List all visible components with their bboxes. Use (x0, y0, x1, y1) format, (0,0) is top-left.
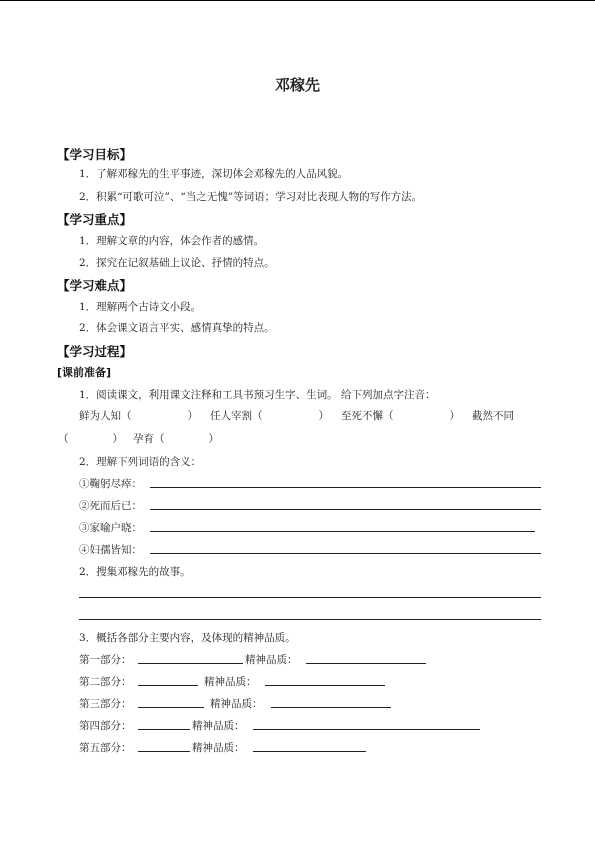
pinyin-row-2 (58, 431, 219, 446)
paren-open: （ (58, 433, 69, 445)
word-zhisibuxie: 至死不懈（ (341, 410, 394, 422)
part-1-label: 第一部分： (79, 654, 132, 666)
prep-heading: [课前准备] (57, 366, 112, 379)
difficulty-item-1: 1．理解两个古诗文小段。 (79, 301, 202, 313)
pinyin-row-1 (79, 408, 514, 423)
word-jieranbutong: 截然不同 (472, 410, 514, 422)
term-2-blank[interactable] (150, 509, 541, 510)
question-1: 1．阅读课文，利用课文注释和工具书预习生字、生词。 给下列加点字注音： (79, 389, 436, 401)
term-4-blank[interactable] (150, 553, 541, 554)
paren-close: ） (112, 433, 123, 445)
part-3-quality-label: 精神品质： (210, 698, 263, 710)
paren-close: ） (208, 433, 219, 445)
goal-item-1: 1．了解邓稼先的生平事迹，深切体会邓稼先的人品风貌。 (79, 168, 349, 180)
part-5-quality-label: 精神品质： (192, 742, 245, 754)
paren-close: ） (187, 410, 198, 422)
part-4-content-blank[interactable] (138, 729, 190, 730)
word-renrenzaige: 任人宰割（ (210, 410, 263, 422)
part-2-content-blank[interactable] (138, 685, 198, 686)
term-2-label: ②死而后已： (79, 500, 142, 512)
page-title: 邓稼先 (274, 76, 320, 94)
top-border-line (0, 0, 595, 1)
part-1-quality-blank[interactable] (306, 663, 426, 664)
word-yunyu: 孕育（ (133, 433, 165, 445)
part-1-content-blank[interactable] (138, 663, 243, 664)
part-2-label: 第二部分： (79, 676, 132, 688)
difficulty-item-2: 2．体会课文语言平实、感情真挚的特点。 (79, 322, 275, 334)
section-heading-process: 【学习过程】 (57, 344, 133, 359)
term-3-label: ③家喻户晓： (79, 522, 142, 534)
term-1-label: ①鞠躬尽瘁： (79, 478, 142, 490)
part-1-quality-label: 精神品质： (245, 654, 298, 666)
part-2-quality-label: 精神品质： (204, 676, 257, 688)
key-point-item-1: 1．理解文章的内容，体会作者的感情。 (79, 235, 265, 247)
term-4-label: ④妇孺皆知： (79, 544, 142, 556)
question-2: 2．理解下列词语的含义： (79, 456, 202, 468)
story-blank-2[interactable] (79, 619, 541, 620)
part-5-content-blank[interactable] (138, 751, 190, 752)
part-4-label: 第四部分： (79, 720, 132, 732)
section-heading-goals: 【学习目标】 (57, 147, 133, 162)
paren-close: ） (449, 410, 460, 422)
section-heading-difficulties: 【学习难点】 (57, 278, 133, 293)
paren-close: ） (318, 410, 329, 422)
word-xianweirenzhi: 鲜为人知（ (79, 410, 132, 422)
question-4: 3．概括各部分主要内容，及体现的精神品质。 (79, 632, 296, 644)
question-3: 2．搜集邓稼先的故事。 (79, 566, 191, 578)
part-4-quality-label: 精神品质： (192, 720, 245, 732)
part-4-quality-blank[interactable] (253, 729, 480, 730)
part-5-label: 第五部分： (79, 742, 132, 754)
part-3-quality-blank[interactable] (271, 707, 391, 708)
part-2-quality-blank[interactable] (265, 685, 385, 686)
part-3-label: 第三部分： (79, 698, 132, 710)
term-1-blank[interactable] (150, 487, 541, 488)
part-3-content-blank[interactable] (138, 707, 204, 708)
term-3-blank[interactable] (150, 531, 535, 532)
part-5-quality-blank[interactable] (253, 751, 366, 752)
goal-item-2: 2．积累“可歌可泣”、“当之无愧”等词语；学习对比表现人物的写作方法。 (79, 191, 423, 203)
story-blank-1[interactable] (79, 597, 541, 598)
section-heading-key-points: 【学习重点】 (57, 212, 133, 227)
key-point-item-2: 2．探究在记叙基础上议论、抒情的特点。 (79, 257, 275, 269)
